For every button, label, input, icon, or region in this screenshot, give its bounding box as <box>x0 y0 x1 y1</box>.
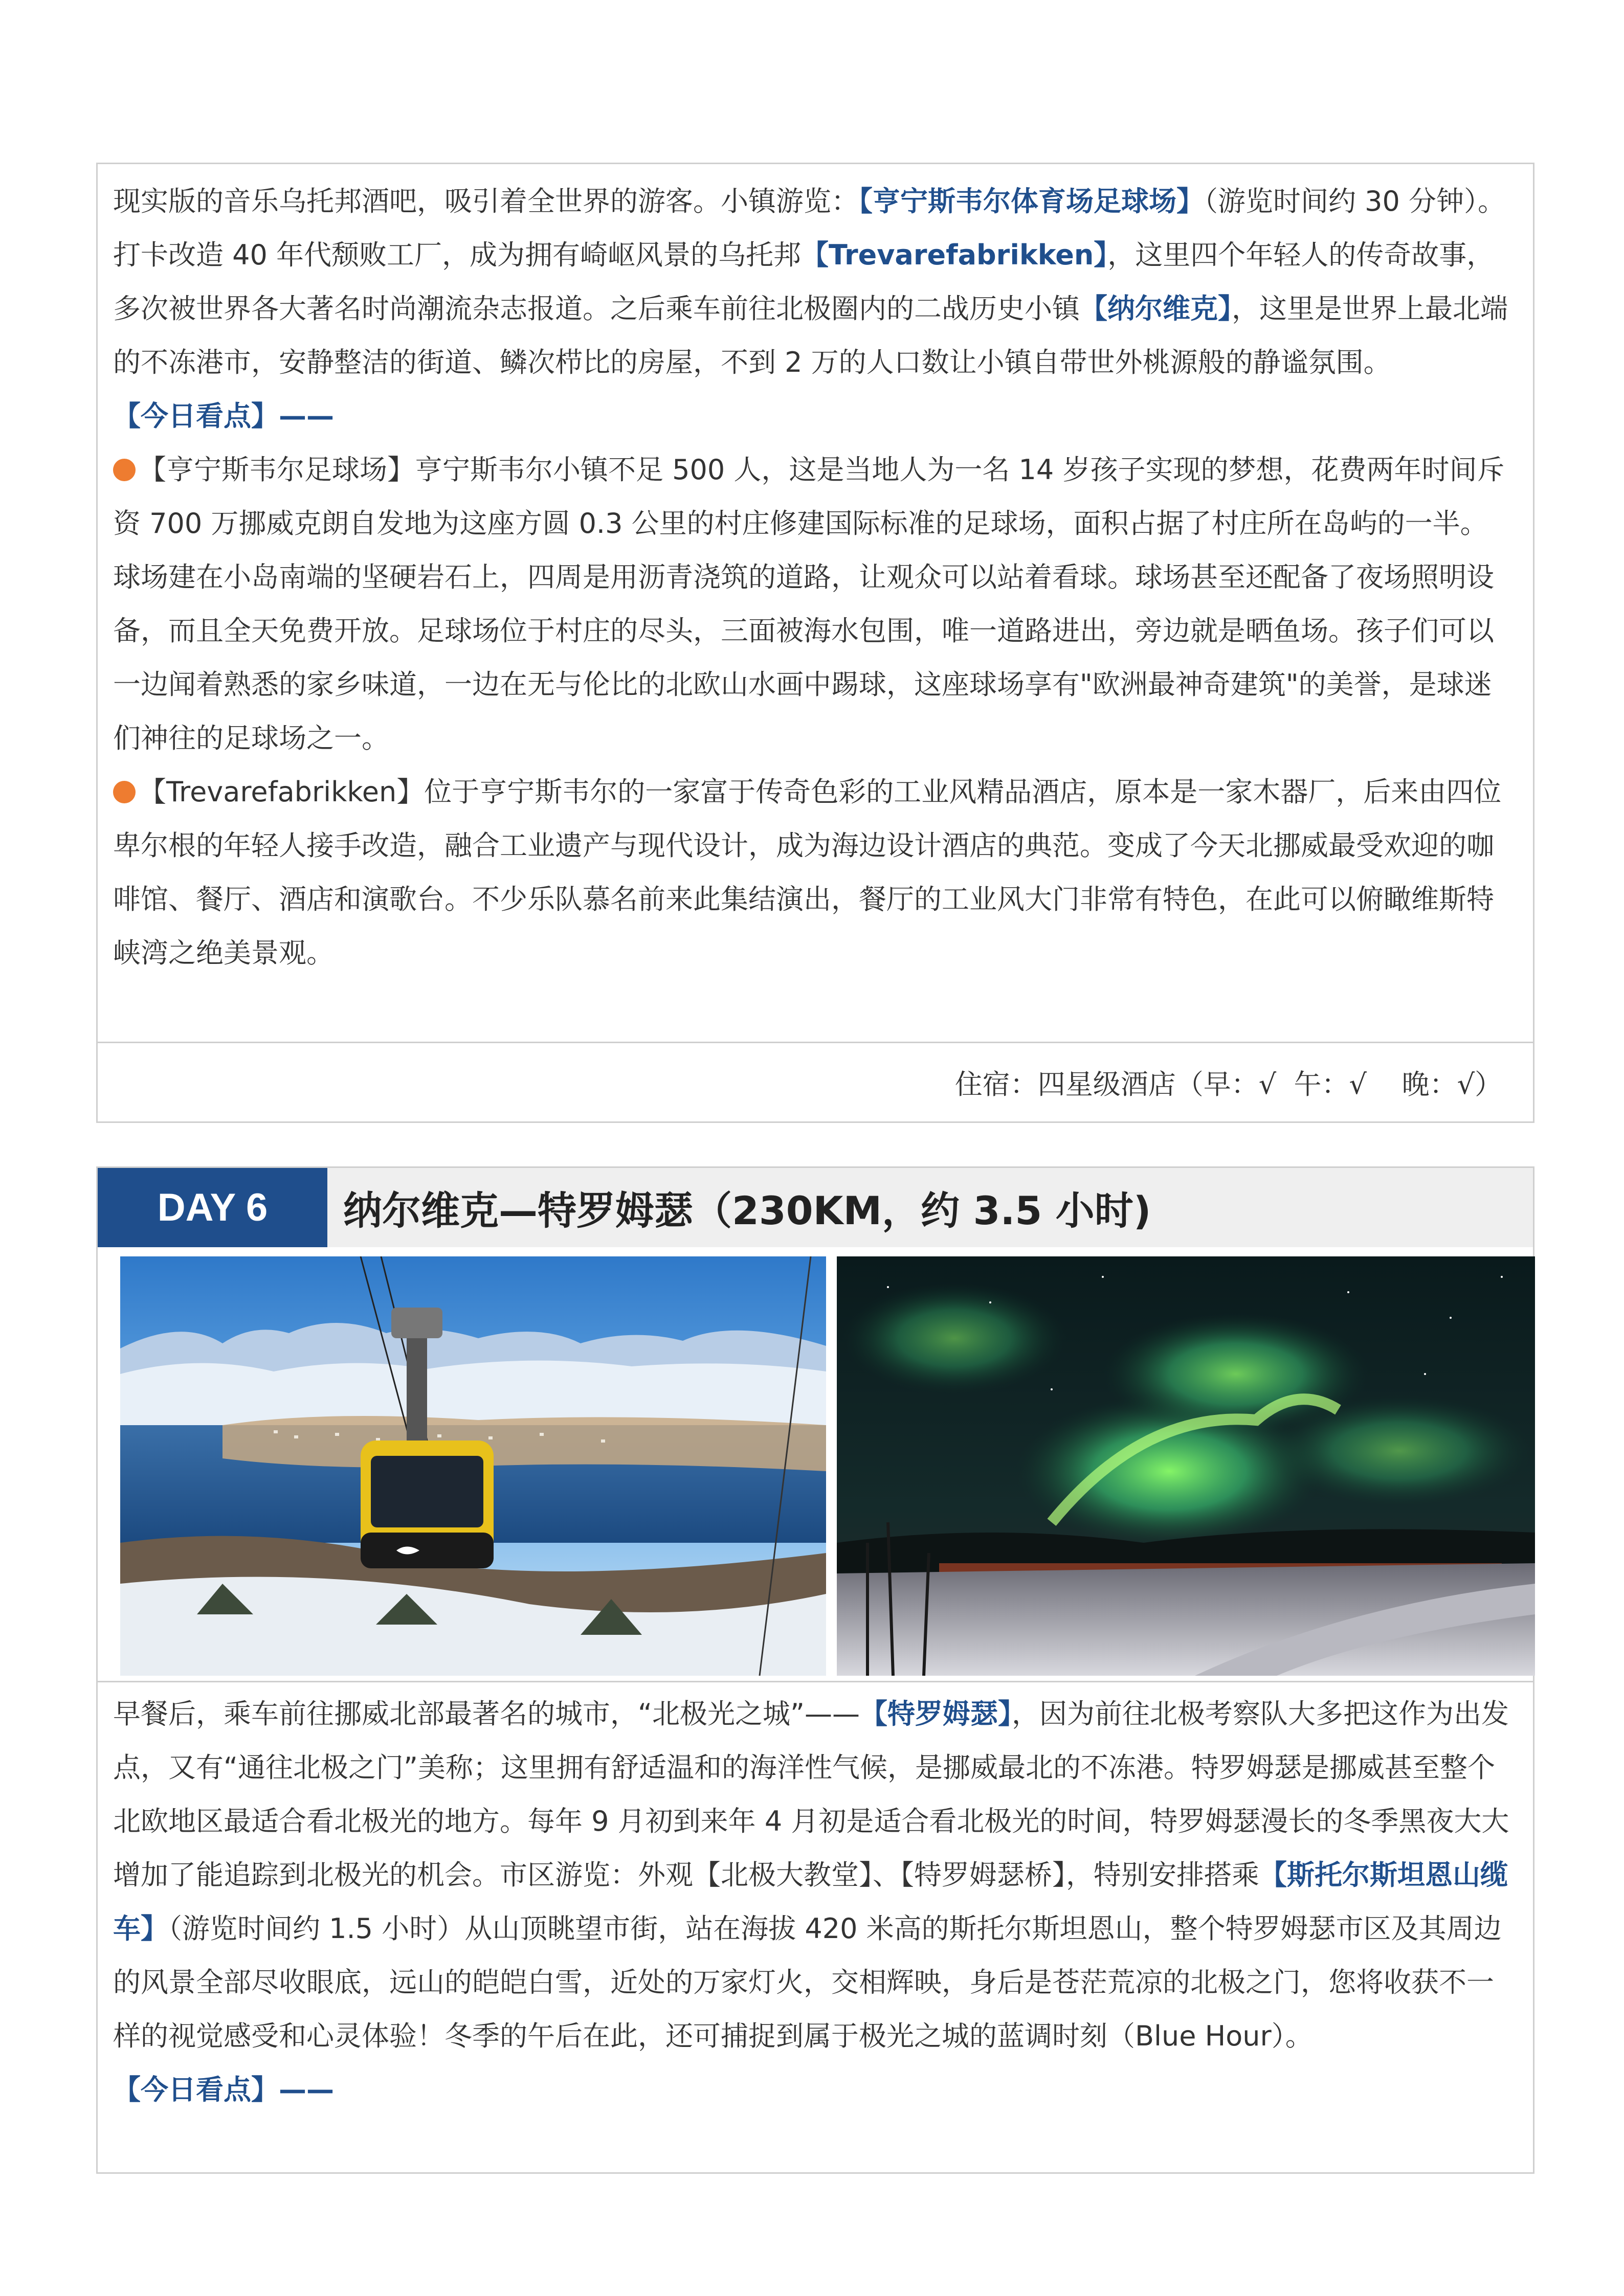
day5-highlights-heading: 【今日看点】—— <box>113 400 334 432</box>
lodging-text: 住宿：四星级酒店 <box>954 1068 1176 1100</box>
day6-section-box <box>96 1166 1534 2174</box>
day6-intro-paragraph <box>113 1687 1515 2063</box>
highlighted-place-name: 【亨宁斯韦尔体育场足球场】 <box>859 185 1204 217</box>
paragraph-text: 现实版的音乐乌托邦酒吧，吸引着全世界的游客。小镇游览： <box>113 185 859 217</box>
meal-lunch: 午：√ <box>1294 1068 1367 1100</box>
day5-highlight-item <box>113 765 1515 980</box>
meal-dinner: 晚：√） <box>1401 1068 1502 1100</box>
highlighted-place-name: 【纳尔维克】 <box>1080 292 1232 325</box>
paragraph-text: ，这里四个年轻人的传奇故事，多次被世界各大著名时尚潮流杂志报道。之后乘车前往北极圈内的二战历史小镇 <box>113 239 1495 325</box>
day6-photo-row <box>98 1247 1533 1682</box>
day5-content <box>113 174 1515 980</box>
paragraph-text: ，这里是世界上最北端的不冻港市，安静整洁的街道、鳞次栉比的房屋，不到 2 万的人口数让小镇自带世外桃源般的静谧氛围。 <box>113 292 1508 378</box>
day-route-title: 纳尔维克—特罗姆瑟（230KM，约 3.5 小时) <box>343 1188 1151 1233</box>
day5-intro-paragraph <box>113 174 1515 389</box>
paragraph-text: ，因为前往北极考察队大多把这作为出发点，又有“通往北极之门”美称；这里拥有舒适温和的海洋性气候，是挪威最北的不冻港。特罗姆瑟是挪威甚至整个北欧地区最适合看北极光的地方。每年 9 月初到来年 4 月初是适合看北极光的时间，特罗姆瑟漫长的冬季黑夜大大增加了能追踪到北极光的机会。市区游览：外观【北极大教堂】、【特罗姆瑟桥】，特别安排搭乘 <box>113 1698 1509 1891</box>
aurora-photo <box>837 1256 1535 1676</box>
day6-content <box>113 1687 1515 2117</box>
lodging-meals-row <box>98 1042 1533 1121</box>
paragraph-text: （游览时间约 30 分钟）。打卡改造 40 年代颓败工厂，成为拥有崎岖风景的乌托邦 <box>113 185 1506 271</box>
day5-highlight-item-text: 【亨宁斯韦尔足球场】亨宁斯韦尔小镇不足 500 人，这是当地人为一名 14 岁孩子实现的梦想，花费两年时间斥资 700 万挪威克朗自发地为这座方圆 0.3 公里的村庄修建国际标准的足球场，面积占据了村庄所在岛屿的一半。球场建在小岛南端的坚硬岩石上，四周是用沥青浇筑的道路，让观众可以站着看球。球场甚至还配备了夜场照明设备，而且全天免费开放。足球场位于村庄的尽头，三面被海水包围，唯一道路进出，旁边就是晒鱼场。孩子们可以一边闻着熟悉的家乡味道，一边在无与伦比的北欧山水画中踢球，这座球场享有"欧洲最神奇建筑"的美誉，是球迷们神往的足球场之一。 <box>113 454 1505 754</box>
day5-highlight-item-text: 【Trevarefabrikken】位于亨宁斯韦尔的一家富于传奇色彩的工业风精品酒店，原本是一家木器厂，后来由四位卑尔根的年轻人接手改造，融合工业遗产与现代设计，成为海边设计酒店的典范。变成了今天北挪威最受欢迎的咖啡馆、餐厅、酒店和演歌台。不少乐队慕名前来此集结演出，餐厅的工业风大门非常有特色，在此可以俯瞰维斯特峡湾之绝美景观。 <box>113 776 1502 969</box>
highlighted-place-name: 【Trevarefabrikken】 <box>801 239 1108 271</box>
day5-section-box <box>96 163 1534 1123</box>
day6-highlights-heading: 【今日看点】—— <box>113 2074 334 2106</box>
day5-highlight-item <box>113 443 1515 765</box>
meal-breakfast: （早：√ <box>1175 1068 1277 1100</box>
day-badge: DAY 6 <box>98 1168 327 1247</box>
orange-dot-icon <box>113 459 136 481</box>
highlighted-place-name: 【特罗姆瑟】 <box>859 1698 1012 1730</box>
orange-dot-icon <box>113 781 136 803</box>
cable-car-photo <box>120 1256 826 1676</box>
paragraph-text: （游览时间约 1.5 小时）从山顶眺望市街，站在海拔 420 米高的斯托尔斯坦恩山，整个特罗姆瑟市区及其周边的风景全部尽收眼底，远山的皑皑白雪，近处的万家灯火，交相辉映，身后是苍茫荒凉的北极之门，您将收获不一样的视觉感受和心灵体验！冬季的午后在此，还可捕捉到属于极光之城的蓝调时刻（Blue Hour）。 <box>113 1912 1502 2052</box>
paragraph-text: 早餐后，乘车前往挪威北部最著名的城市，“北极光之城”—— <box>113 1698 860 1730</box>
day6-header <box>98 1168 1533 1247</box>
highlighted-place-name: 【斯托尔斯坦恩山缆车】 <box>113 1859 1508 1945</box>
